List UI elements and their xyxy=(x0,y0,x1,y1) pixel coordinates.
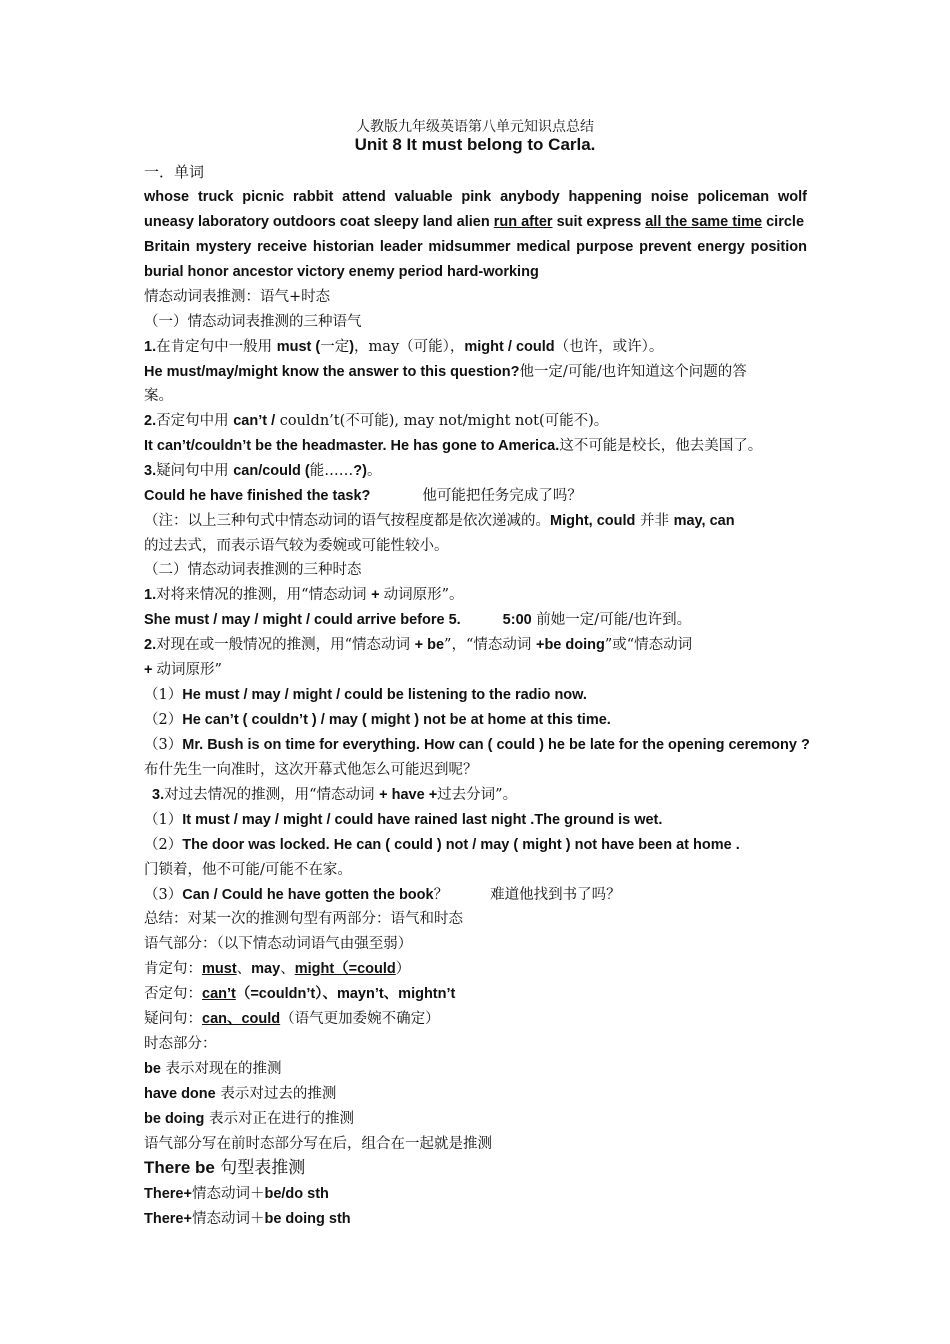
tense-2-example-3: （3）Mr. Bush is on time for everything. How can ( could ) he be late for the opening ceremony ? xyxy=(144,737,810,753)
tone-section: 语气部分：（以下情态动词语气由强至弱） xyxy=(144,936,413,952)
point-1-example: He must/may/might know the answer to this question?他一定/可能/也许知道这个问题的答 xyxy=(144,364,747,380)
section-vocabulary-heading: 一．单词 xyxy=(144,163,205,181)
modal-heading: 情态动词表推测：语气+时态 xyxy=(144,289,331,305)
title-chinese: 人教版九年级英语第八单元知识点总结 xyxy=(356,119,594,135)
tense-2-example-1: （1）He must / may / might / could be listening to the radio now. xyxy=(144,687,587,703)
point-1: 1.在肯定句中一般用 must (一定)，may（可能），might / could（也许，或许）。 xyxy=(144,339,664,355)
tense-3-example-2-translation: 门锁着，他不可能/可能不在家。 xyxy=(144,862,352,878)
point-2-example: It can’t/couldn’t be the headmaster. He has gone to America.这不可能是校长，他去美国了。 xyxy=(144,438,763,454)
title-english: Unit 8 It must belong to Carla. xyxy=(354,135,596,154)
tone-affirmative: 肯定句：must、may、might（=could） xyxy=(144,961,411,977)
tense-2-example-2: （2）He can’t ( couldn’t ) / may ( might ) not be at home at this time. xyxy=(144,712,611,728)
note: （注：以上三种句式中情态动词的语气按程度都是依次递减的。Might, could 并非 may, can xyxy=(144,513,735,529)
note-cont: 的过去式，而表示语气较为委婉或可能性较小。 xyxy=(144,538,449,554)
there-be-pattern-2: There+情态动词＋be doing sth xyxy=(144,1211,351,1227)
tone-question: 疑问句：can、could（语气更加委婉不确定） xyxy=(144,1011,440,1027)
there-be-pattern-1: There+情态动词＋be/do sth xyxy=(144,1186,329,1202)
tense-be: be 表示对现在的推测 xyxy=(144,1061,282,1077)
combine-rule: 语气部分写在前时态部分写在后，组合在一起就是推测 xyxy=(144,1136,492,1152)
tense-have-done: have done 表示对过去的推测 xyxy=(144,1086,337,1102)
point-3: 3.疑问句中用 can/could (能……?)。 xyxy=(144,463,382,479)
tense-3-example-2: （2）The door was locked. He can ( could ) not / may ( might ) not have been at home . xyxy=(144,837,740,853)
tense-2-example-3-translation: 布什先生一向准时，这次开幕式他怎么可能迟到呢？ xyxy=(144,762,478,778)
vocab-line-4: burial honor ancestor victory enemy period hard-working xyxy=(144,264,539,280)
point-1-example-cont: 案。 xyxy=(144,388,173,404)
subheading-tenses: （二）情态动词表推测的三种时态 xyxy=(144,562,362,578)
tense-2: 2.对现在或一般情况的推测，用“情态动词 + be”，“情态动词 +be doing”或“情态动词 xyxy=(144,637,693,653)
point-2: 2.否定句中用 can’t / couldn’t(不可能), may not/might not(可能不)。 xyxy=(144,413,609,429)
tense-section: 时态部分： xyxy=(144,1036,217,1052)
subheading-tones: （一）情态动词表推测的三种语气 xyxy=(144,314,362,330)
vocab-line-1: whose truck picnic rabbit attend valuable pink anybody happening noise policeman wolf xyxy=(144,189,807,205)
tense-1-example: She must / may / might / could arrive before 5. 5:00 前她一定/可能/也许到。 xyxy=(144,612,692,628)
tense-3-example-3: （3）Can / Could he have gotten the book？ 难道他找到书了吗？ xyxy=(144,887,621,903)
summary: 总结：对某一次的推测句型有两部分：语气和时态 xyxy=(144,911,463,927)
there-be-heading: There be 句型表推测 xyxy=(144,1158,306,1178)
tense-3-example-1: （1）It must / may / might / could have rained last night .The ground is wet. xyxy=(144,812,663,828)
tense-2-cont: + 动词原形” xyxy=(144,662,222,678)
point-3-example: Could he have finished the task? 他可能把任务完成了吗？ xyxy=(144,488,582,504)
tone-negative: 否定句：can’t（=couldn’t）、mayn’t、mightn’t xyxy=(144,986,456,1002)
tense-be-doing: be doing 表示对正在进行的推测 xyxy=(144,1111,355,1127)
vocab-line-2: uneasy laboratory outdoors coat sleepy land alien run after suit express all the same time circle xyxy=(144,214,805,230)
vocab-line-3: Britain mystery receive historian leader midsummer medical purpose prevent energy position xyxy=(144,239,807,255)
tense-1: 1.对将来情况的推测，用“情态动词 + 动词原形”。 xyxy=(144,587,464,603)
tense-3: 3.对过去情况的推测，用“情态动词 + have +过去分词”。 xyxy=(152,787,518,803)
